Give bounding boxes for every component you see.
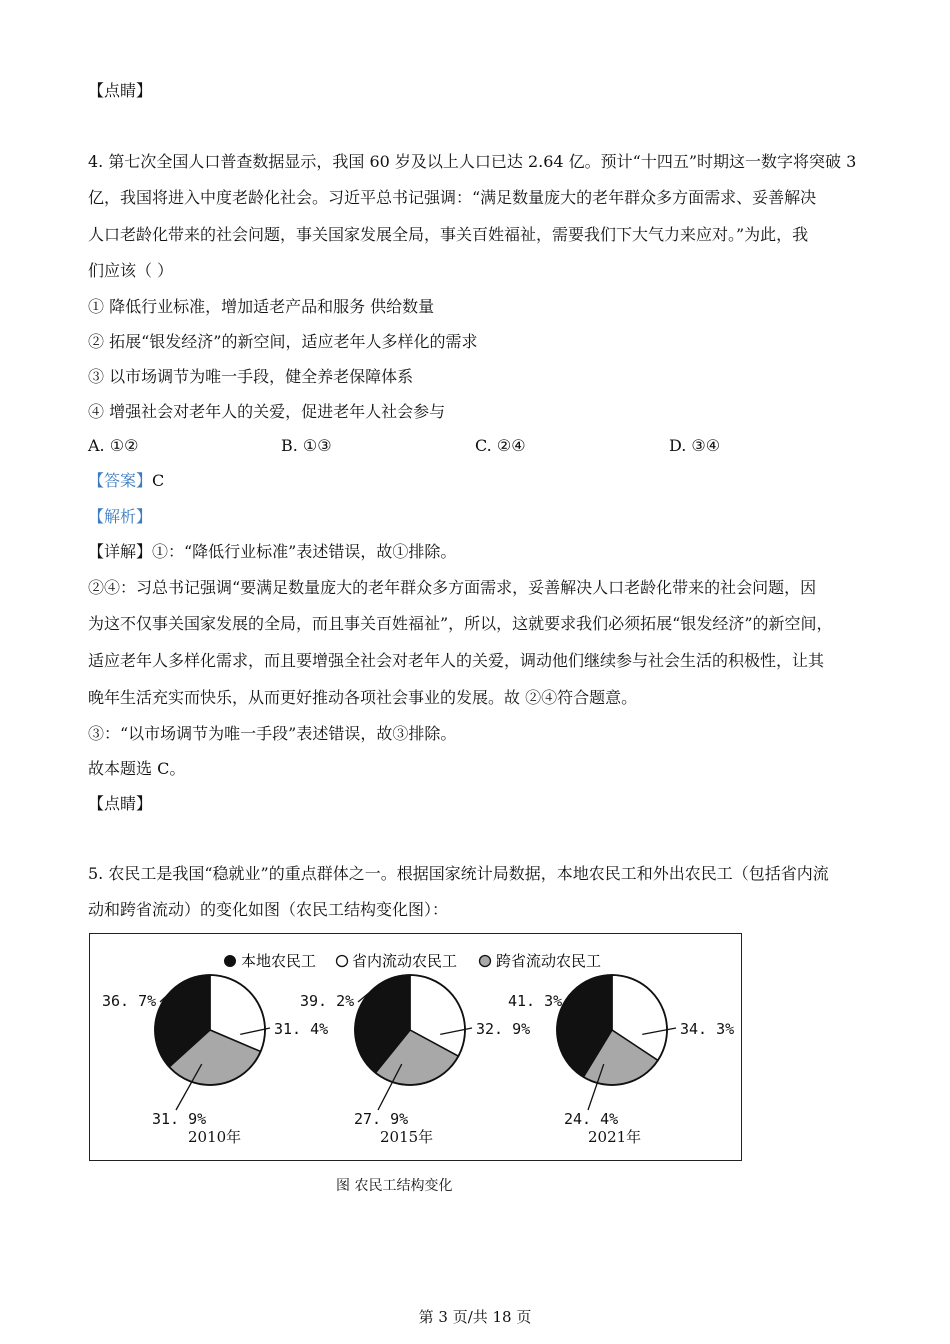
pie-1-label-provincial: 32. 9% [476, 1020, 531, 1038]
chart-legend [225, 952, 602, 970]
pie-2-label-provincial: 34. 3% [680, 1020, 735, 1038]
pie-chart-figure [89, 933, 742, 1161]
pie-1-year-label: 2015年 [380, 1128, 434, 1146]
legend-marker-provincial [337, 956, 348, 967]
answer-value: C [152, 471, 165, 490]
detail-line-3: 为这不仅事关国家发展的全局，而且事关百姓福祉”，所以，这就要求我们必须拓展“银发经济”的新空间， [88, 614, 833, 633]
answer-tag: 【答案】 [88, 471, 153, 490]
q4-statement-4: ④ 增强社会对老年人的关爱，促进老年人社会参与 [88, 402, 446, 421]
page-footer: 第 3 页/共 18 页 [418, 1308, 532, 1326]
legend-marker-interprovincial [480, 956, 491, 967]
pie-2-label-interprovincial: 24. 4% [564, 1110, 619, 1128]
detail-line-4: 适应老年人多样化需求，而且要增强全社会对老年人的关爱，调动他们继续参与社会生活的积极性，让其 [88, 651, 825, 670]
pie-0-label-interprovincial: 31. 9% [152, 1110, 207, 1128]
pie-2-year-label: 2021年 [588, 1128, 642, 1146]
analysis-tag: 【解析】 [88, 507, 153, 526]
pie-0-year-label: 2010年 [188, 1128, 242, 1146]
pie-1-label-local: 39. 2% [300, 992, 355, 1010]
q5-stem-line-1: 5. 农民工是我国“稳就业”的重点群体之一。根据国家统计局数据，本地农民工和外出农民工（包括省内流 [88, 864, 829, 883]
detail-line-2: ②④：习总书记强调“要满足数量庞大的老年群众多方面需求，妥善解决人口老龄化带来的社会问题，因 [88, 578, 817, 597]
detail-line-5: 晚年生活充实而快乐，从而更好推动各项社会事业的发展。故 ②④符合题意。 [88, 688, 638, 707]
q4-option-b: B. ①③ [281, 436, 332, 455]
pie-0-label-provincial: 31. 4% [274, 1020, 329, 1038]
detail-line-7: 故本题选 C。 [88, 759, 186, 778]
pie-2-label-local: 41. 3% [508, 992, 563, 1010]
legend-marker-local [225, 956, 236, 967]
q4-dianjing-tag: 【点睛】 [88, 794, 153, 813]
q5-stem-line-2: 动和跨省流动）的变化如图（农民工结构变化图）： [88, 900, 449, 919]
detail-line-1: 【详解】①：“降低行业标准”表述错误，故①排除。 [88, 542, 457, 561]
q4-answer [88, 470, 164, 492]
q4-stem-line-1: 4. 第七次全国人口普查数据显示，我国 60 岁及以上人口已达 2.64 亿。预计“十四五”时期这一数字将突破 3 [88, 152, 857, 171]
legend-label-interprovincial: 跨省流动农民工 [496, 952, 602, 970]
q4-statement-3: ③ 以市场调节为唯一手段，健全养老保障体系 [88, 367, 414, 386]
q4-statement-1: ① 降低行业标准，增加适老产品和服务 供给数量 [88, 297, 435, 316]
q4-stem-line-2: 亿，我国将进入中度老龄化社会。习近平总书记强调：“满足数量庞大的老年群众多方面需求、妥善解决 [88, 188, 817, 207]
q4-option-d: D. ③④ [669, 436, 721, 455]
figure-caption: 图 农民工结构变化 [336, 1178, 453, 1194]
q4-option-c: C. ②④ [475, 436, 526, 455]
pie-1-label-interprovincial: 27. 9% [354, 1110, 409, 1128]
legend-label-provincial: 省内流动农民工 [352, 952, 458, 970]
prev-dianjing-tag: 【点睛】 [88, 81, 153, 100]
q4-stem-line-3: 人口老龄化带来的社会问题，事关国家发展全局，事关百姓福祉，需要我们下大气力来应对。”为此，我 [88, 225, 809, 244]
detail-line-6: ③：“以市场调节为唯一手段”表述错误，故③排除。 [88, 724, 457, 743]
q4-stem-line-4: 们应该（ ） [88, 261, 174, 280]
pie-chart-svg [90, 934, 740, 1159]
q4-statement-2: ② 拓展“银发经济”的新空间，适应老年人多样化的需求 [88, 332, 478, 351]
legend-label-local: 本地农民工 [241, 952, 317, 970]
q4-option-a: A. ①② [88, 436, 139, 455]
pie-0-label-local: 36. 7% [102, 992, 157, 1010]
